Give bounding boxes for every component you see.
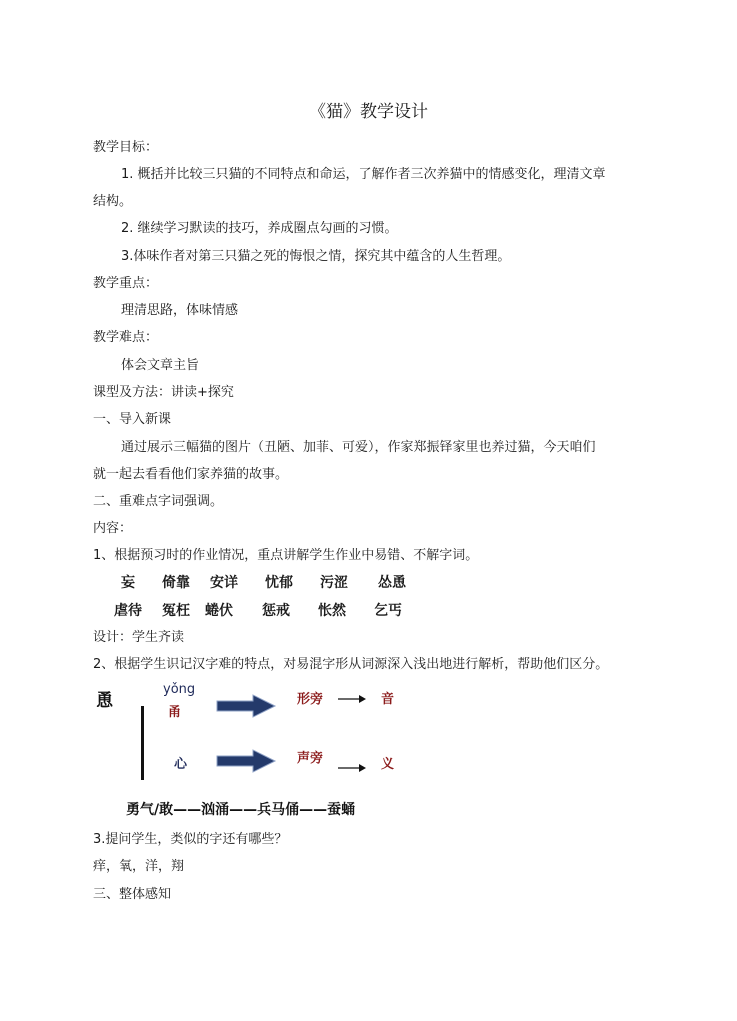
difficulties-content: 体会文章主旨 [121,358,200,373]
key-points-heading: 教学重点： [93,276,159,291]
section-1-line-1: 通过展示三幅猫的图片（丑陋、加菲、可爱），作家郑振铎家里也养过猫，今天咱们 [121,440,596,455]
vocab-word: 妄 [121,575,135,591]
page-title: 《猫》教学设计 [309,102,428,122]
vocab-word: 惩戒 [262,603,290,619]
diagram-arrow-top [215,692,277,720]
diagram-top-part: 甬 [168,705,182,720]
diagram-result-bottom: 义 [381,757,395,772]
vocab-word: 怂恿 [378,575,406,591]
vocab-word: 冤枉 [162,603,190,619]
vocab-word: 忧郁 [265,575,293,591]
section-3-heading: 三、整体感知 [93,887,172,902]
diagram-sound-label: 声旁 [297,751,324,766]
diagram-bottom-part: 心 [174,757,188,772]
key-points-content: 理清思路，体味情感 [121,303,239,318]
section-1-heading: 一、导入新课 [93,412,172,427]
vocab-word: 安详 [210,575,238,591]
method-line: 课型及方法：讲读+探究 [93,385,234,400]
vocab-word: 虐待 [114,603,142,619]
section-2-item-2: 2、根据学生识记汉字难的特点，对易混字形从词源深入浅出地进行解析，帮助他们区分。 [93,657,609,672]
objective-1-line-1: 1. 概括并比较三只猫的不同特点和命运，了解作者三次养猫中的情感变化，理清文章 [121,167,606,182]
section-2-heading: 二、重难点字词强调。 [93,494,224,509]
content-label: 内容： [93,521,133,536]
diagram-result-top: 音 [381,692,395,707]
diagram-thin-arrow-bottom [337,763,367,773]
design-line: 设计：学生齐读 [93,630,185,645]
section-1-line-2: 就一起去看看他们家养猫的故事。 [93,467,289,482]
section-2-item-1: 1、根据预习时的作业情况，重点讲解学生作业中易错、不解字词。 [93,548,479,563]
diagram-pinyin: yǒng [163,682,196,697]
answer-line: 痒，氧，洋，翔 [93,859,185,874]
objective-2: 2. 继续学习默读的技巧，养成圈点勾画的习惯。 [121,221,398,236]
diagram-arrow-bottom [215,747,277,775]
vocab-word: 怅然 [318,603,346,619]
difficulties-heading: 教学难点： [93,330,159,345]
vocab-word: 乞丐 [374,603,402,619]
related-words-chain: 勇气/敢——汹涌——兵马俑——蚕蛹 [126,802,356,818]
vocab-word: 倚靠 [162,575,190,591]
vocab-word: 蜷伏 [205,603,233,619]
question-line: 3.提问学生，类似的字还有哪些？ [93,832,288,847]
vocab-word: 污涩 [320,575,348,591]
diagram-shape-label: 形旁 [297,692,324,707]
objective-1-line-2: 结构。 [93,194,133,209]
objectives-heading: 教学目标： [93,140,159,155]
diagram-thin-arrow-top [337,694,367,704]
diagram-main-char: 恿 [96,691,113,711]
diagram-bracket [141,706,144,780]
objective-3: 3.体味作者对第三只猫之死的悔恨之情，探究其中蕴含的人生哲理。 [121,249,511,264]
